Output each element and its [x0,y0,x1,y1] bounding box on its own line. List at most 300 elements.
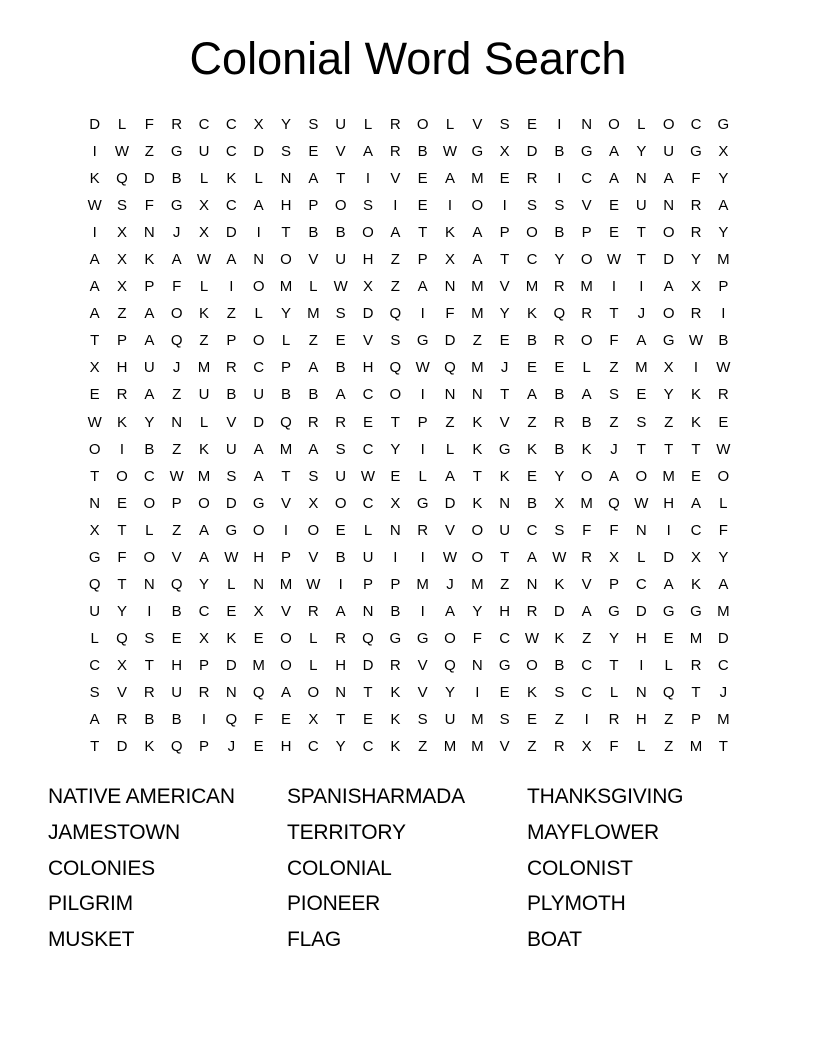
grid-cell: X [116,251,127,269]
grid-cell: U [444,711,456,729]
word-list-item: BOAT [527,928,582,952]
word-list-item: COLONIST [527,856,633,880]
grid-cell: C [225,143,237,161]
grid-cell: R [553,278,565,296]
grid-cell: Y [280,116,291,134]
grid-cell: C [635,575,647,593]
grid-cell: O [307,521,320,539]
grid-cell: E [718,413,729,431]
grid-cell: N [444,278,456,296]
grid-cell: A [581,386,592,404]
word-search-grid [81,111,737,760]
word-list-item: THANKSGIVING [527,785,684,808]
grid-cell: H [253,548,265,566]
grid-cell: B [417,143,428,161]
grid-cell: T [500,251,510,269]
grid-cell: P [198,738,209,756]
grid-cell: M [416,575,429,593]
grid-cell: M [717,711,730,729]
grid-cell: B [554,440,565,458]
grid-cell: X [198,629,209,647]
grid-cell: P [417,413,428,431]
word-list-item: TERRITORY [287,820,406,844]
grid-cell: I [420,440,425,458]
grid-cell: F [254,711,264,729]
grid-cell: N [362,602,374,620]
grid-cell: M [471,305,484,323]
grid-cell: S [308,116,319,134]
grid-cell: T [636,251,646,269]
word-list-item: COLONIAL [287,856,392,880]
grid-cell: T [636,224,646,242]
grid-cell: I [256,224,261,242]
grid-cell: Y [280,305,291,323]
grid-cell: O [662,116,675,134]
grid-cell: I [666,521,671,539]
grid-cell: T [281,224,291,242]
grid-cell: F [691,170,701,188]
grid-cell: J [500,359,509,377]
grid-cell: Q [444,656,456,674]
grid-cell: C [198,116,210,134]
grid-cell: P [308,197,319,215]
grid-cell: W [716,440,731,458]
grid-cell: X [554,494,565,512]
grid-cell: Z [609,413,619,431]
grid-cell: M [471,278,484,296]
grid-cell: K [690,575,701,593]
grid-cell: S [226,467,237,485]
grid-cell: A [89,711,100,729]
grid-cell: B [226,386,237,404]
grid-cell: Z [199,332,209,350]
grid-cell: S [417,711,428,729]
grid-cell: G [608,602,620,620]
grid-cell: W [360,467,376,485]
grid-cell: Z [664,738,674,756]
grid-cell: V [581,575,592,593]
grid-cell: J [172,359,181,377]
grid-cell: Y [472,602,483,620]
grid-cell: B [581,413,592,431]
grid-cell: I [420,305,425,323]
grid-cell: K [198,305,209,323]
word-list-item: SPANISHARMADA [287,785,465,808]
grid-cell: H [663,494,675,512]
grid-cell: P [390,575,401,593]
grid-cell: I [201,711,207,729]
grid-cell: P [116,332,127,350]
grid-cell: A [198,521,209,539]
grid-cell: V [226,413,237,431]
grid-cell: K [444,224,455,242]
grid-cell: Z [117,305,127,323]
grid-cell: L [418,467,427,485]
grid-cell: O [252,521,265,539]
grid-cell: E [253,629,264,647]
grid-cell: R [608,711,620,729]
word-list-item: MAYFLOWER [527,820,659,844]
grid-cell: O [143,494,156,512]
grid-cell: Y [690,251,701,269]
grid-cell: Y [198,575,209,593]
grid-cell: F [609,332,619,350]
grid-cell: D [444,332,456,350]
grid-cell: I [365,170,371,188]
grid-cell: Q [88,575,101,593]
grid-cell: S [526,197,537,215]
grid-cell: G [580,143,593,161]
grid-cell: Y [718,224,729,242]
grid-cell: L [445,440,455,458]
grid-cell: O [334,197,347,215]
grid-cell: C [198,602,210,620]
grid-cell: M [635,359,648,377]
word-list-column-1 [48,779,235,958]
grid-cell: U [362,548,374,566]
grid-cell: V [472,116,483,134]
grid-cell: R [307,602,319,620]
grid-cell: N [663,197,675,215]
grid-cell: H [280,197,292,215]
grid-cell: L [227,575,236,593]
grid-cell: A [472,224,483,242]
grid-cell: G [690,143,702,161]
grid-cell: V [362,332,373,350]
grid-cell: N [143,575,155,593]
grid-cell: G [662,602,675,620]
grid-cell: Y [116,602,127,620]
grid-cell: L [199,170,209,188]
grid-cell: M [279,575,293,593]
grid-cell: A [417,278,428,296]
grid-cell: Q [170,738,183,756]
grid-cell: L [664,656,673,674]
grid-cell: I [283,521,289,539]
grid-cell: L [445,116,455,134]
grid-cell: M [471,575,484,593]
grid-cell: X [663,359,674,377]
word-list-item: NATIVE AMERICAN [48,785,235,808]
grid-cell: C [225,116,237,134]
grid-cell: I [229,278,234,296]
grid-cell: U [335,251,347,269]
grid-cell: E [89,386,100,404]
grid-cell: N [253,575,265,593]
grid-cell: K [390,711,401,729]
grid-cell: D [553,602,565,620]
grid-cell: Q [389,305,402,323]
grid-cell: T [718,738,728,756]
grid-cell: I [338,575,343,593]
grid-cell: G [252,494,265,512]
grid-cell: I [420,602,425,620]
grid-cell: T [691,684,701,701]
grid-cell: E [499,170,510,188]
grid-cell: L [254,170,263,188]
grid-cell: U [499,521,511,539]
grid-cell: I [611,278,617,296]
grid-cell: H [171,656,183,674]
grid-cell: R [198,684,210,701]
grid-cell: E [253,738,264,756]
grid-cell: A [718,575,729,593]
grid-cell: Q [608,494,620,512]
word-list-item: PILGRIM [48,892,133,916]
grid-cell: Z [500,575,510,593]
grid-cell: I [420,548,425,566]
grid-cell: U [253,386,265,404]
word-list-column-2 [287,779,465,958]
grid-cell: W [196,251,212,269]
grid-cell: J [227,738,236,756]
grid-cell: G [416,629,429,647]
grid-cell: T [90,738,100,756]
grid-cell: Q [389,359,402,377]
grid-cell: B [390,602,401,620]
grid-cell: R [690,305,702,323]
grid-cell: F [609,521,619,539]
grid-cell: L [637,738,646,756]
grid-cell: H [635,629,647,647]
grid-cell: Z [445,413,455,431]
grid-cell: V [335,143,346,161]
grid-cell: X [89,521,100,539]
grid-cell: J [172,224,181,242]
grid-cell: T [144,656,154,674]
grid-cell: U [225,440,237,458]
grid-cell: R [526,170,538,188]
grid-cell: D [526,143,538,161]
grid-cell: F [445,305,455,323]
grid-cell: B [280,386,291,404]
grid-cell: Y [663,386,674,404]
grid-cell: Z [664,711,674,729]
grid-cell: T [90,332,100,350]
grid-cell: C [225,197,237,215]
grid-cell: I [557,170,562,188]
grid-cell: J [637,305,646,323]
grid-cell: M [689,738,703,756]
grid-cell: I [119,440,125,458]
grid-cell: A [308,359,319,377]
grid-cell: S [280,143,291,161]
grid-cell: J [610,440,618,458]
grid-cell: Q [170,575,183,593]
grid-cell: X [198,224,209,242]
grid-cell: N [225,684,237,701]
grid-cell: A [171,251,182,269]
grid-cell: E [417,170,428,188]
grid-cell: E [171,629,182,647]
grid-cell: P [280,548,291,566]
grid-cell: P [226,332,237,350]
grid-cell: E [362,711,373,729]
grid-cell: N [143,224,155,242]
grid-cell: Z [527,413,537,431]
grid-cell: E [335,521,346,539]
grid-cell: M [717,602,730,620]
grid-cell: E [608,224,619,242]
grid-cell: A [362,143,373,161]
grid-cell: M [279,278,293,296]
grid-cell: O [608,116,620,134]
grid-cell: G [170,143,183,161]
grid-cell: P [362,575,373,593]
grid-cell: Q [116,629,128,647]
grid-cell: R [553,332,565,350]
grid-cell: N [280,170,292,188]
grid-cell: O [307,684,320,701]
grid-cell: J [446,575,454,593]
grid-cell: L [309,656,318,674]
grid-cell: D [225,224,237,242]
grid-cell: K [690,386,701,404]
grid-cell: R [526,602,538,620]
grid-cell: D [143,170,155,188]
grid-cell: Y [636,143,647,161]
grid-cell: A [280,684,291,701]
grid-cell: M [307,305,320,323]
grid-cell: A [144,386,155,404]
grid-cell: U [89,602,101,620]
grid-cell: K [690,413,701,431]
grid-cell: U [635,197,647,215]
grid-cell: T [691,440,701,458]
grid-cell: O [662,224,675,242]
grid-cell: K [499,467,510,485]
grid-cell: A [89,278,100,296]
grid-cell: W [114,143,130,161]
grid-cell: Z [472,332,482,350]
grid-cell: I [420,386,425,404]
grid-cell: M [717,251,730,269]
grid-cell: F [718,521,728,539]
grid-cell: S [335,305,346,323]
grid-cell: Z [308,332,318,350]
grid-cell: G [389,629,402,647]
grid-cell: S [499,711,510,729]
grid-cell: S [144,629,155,647]
grid-cell: K [89,170,100,188]
grid-cell: Z [664,413,674,431]
grid-cell: I [584,711,589,729]
grid-cell: A [226,251,237,269]
grid-cell: P [171,494,182,512]
grid-cell: A [253,467,264,485]
grid-cell: F [117,548,127,566]
grid-cell: A [335,602,346,620]
grid-cell: Z [172,440,182,458]
word-list-item: PLYMOTH [527,892,626,916]
grid-cell: Z [390,278,400,296]
grid-cell: U [335,116,347,134]
grid-cell: X [718,143,729,161]
grid-cell: O [280,629,292,647]
word-list-item: COLONIES [48,856,155,880]
grid-cell: K [390,684,401,701]
grid-cell: C [526,251,538,269]
grid-cell: O [471,521,484,539]
grid-cell: M [662,467,675,485]
grid-cell: A [718,197,729,215]
grid-cell: B [171,602,182,620]
grid-cell: R [389,656,401,674]
word-list-item: FLAG [287,928,342,952]
grid-cell: X [308,711,319,729]
grid-cell: B [554,224,565,242]
grid-cell: N [471,656,483,674]
grid-cell: A [608,170,619,188]
grid-cell: O [416,116,429,134]
grid-cell: E [526,359,537,377]
grid-cell: D [362,656,374,674]
grid-cell: K [472,413,483,431]
grid-cell: B [144,440,155,458]
grid-cell: A [444,467,455,485]
grid-cell: S [390,332,401,350]
grid-cell: X [390,494,401,512]
grid-cell: C [690,521,702,539]
grid-cell: K [554,575,565,593]
grid-cell: R [307,413,319,431]
grid-cell: S [362,197,373,215]
grid-cell: Y [718,170,729,188]
grid-cell: C [526,521,538,539]
grid-cell: L [719,494,728,512]
grid-cell: K [226,170,237,188]
grid-cell: D [89,116,101,134]
grid-cell: R [335,413,347,431]
grid-cell: C [581,684,593,701]
grid-cell: D [225,656,237,674]
grid-cell: M [471,359,484,377]
grid-cell: R [335,629,347,647]
grid-cell: A [526,386,537,404]
grid-cell: O [389,386,402,404]
grid-cell: W [552,548,567,566]
grid-cell: W [688,332,704,350]
grid-cell: R [581,548,593,566]
grid-cell: S [636,413,647,431]
grid-cell: Z [172,521,182,539]
grid-cell: I [721,305,726,323]
grid-cell: N [253,251,265,269]
grid-cell: K [581,440,592,458]
grid-cell: T [609,656,619,674]
grid-cell: L [637,548,646,566]
grid-cell: P [417,251,428,269]
grid-cell: T [281,467,291,485]
grid-cell: X [581,738,592,756]
grid-cell: I [639,656,644,674]
grid-cell: D [717,629,729,647]
grid-cell: E [526,116,537,134]
grid-cell: J [719,684,728,701]
grid-cell: I [447,197,453,215]
grid-cell: I [693,359,699,377]
grid-cell: V [308,548,319,566]
grid-cell: W [606,251,622,269]
grid-cell: T [117,575,127,593]
grid-cell: S [608,386,619,404]
grid-cell: A [526,548,537,566]
grid-cell: H [335,656,347,674]
grid-cell: L [363,116,373,134]
grid-cell: G [88,548,101,566]
grid-cell: R [389,116,401,134]
grid-cell: A [89,305,100,323]
